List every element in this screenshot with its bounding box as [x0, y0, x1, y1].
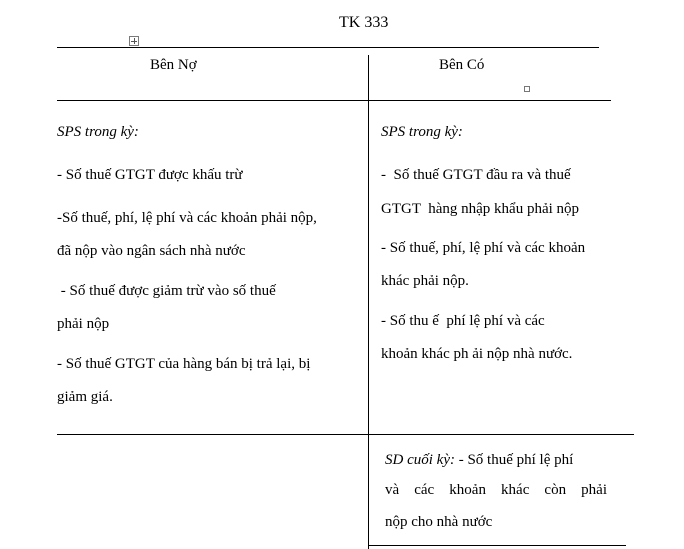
center-divider	[368, 55, 369, 549]
top-rule	[57, 47, 599, 48]
balance-rule	[57, 434, 634, 435]
header-rule	[57, 100, 611, 101]
closing-balance-text: - Số thuế phí lệ phí	[454, 452, 574, 468]
debit-section-label: SPS trong kỳ:	[57, 124, 139, 140]
closing-balance-line-3: nộp cho nhà nước	[385, 514, 493, 530]
credit-section-label: SPS trong kỳ:	[381, 124, 463, 140]
closing-balance-label: SD cuối kỳ:	[385, 452, 455, 468]
debit-header: Bên Nợ	[150, 57, 197, 73]
credit-item-2: - Số thuế, phí, lệ phí và các khoản	[381, 240, 586, 256]
bottom-rule	[368, 545, 626, 546]
debit-item-4-cont: giảm giá.	[57, 389, 113, 405]
credit-item-1: - Số thuế GTGT đầu ra và thuế	[381, 167, 571, 183]
debit-item-1: - Số thuế GTGT được khấu trừ	[57, 167, 243, 183]
debit-item-2: -Số thuế, phí, lệ phí và các khoản phải nộp,	[57, 210, 317, 226]
cell-marker-icon	[524, 86, 530, 92]
credit-item-3-cont: khoản khác ph ải nộp nhà nước.	[381, 346, 573, 362]
credit-item-2-cont: khác phải nộp.	[381, 273, 469, 289]
credit-header: Bên Có	[439, 57, 485, 73]
closing-balance-line-2: và các khoản khác còn phải	[385, 482, 607, 498]
credit-item-1-cont: GTGT hàng nhập khẩu phải nộp	[381, 201, 580, 217]
debit-item-4: - Số thuế GTGT của hàng bán bị trả lại, bị	[57, 356, 311, 372]
debit-item-3-cont: phải nộp	[57, 316, 110, 332]
debit-item-3: - Số thuế được giảm trừ vào số thuế	[57, 283, 276, 299]
credit-item-3: - Số thu ế phí lệ phí và các	[381, 313, 545, 329]
table-move-handle-icon[interactable]	[129, 36, 139, 46]
account-title: TK 333	[339, 14, 389, 31]
closing-balance-line-1	[385, 452, 573, 469]
debit-item-2-cont: đã nộp vào ngân sách nhà nước	[57, 243, 246, 259]
